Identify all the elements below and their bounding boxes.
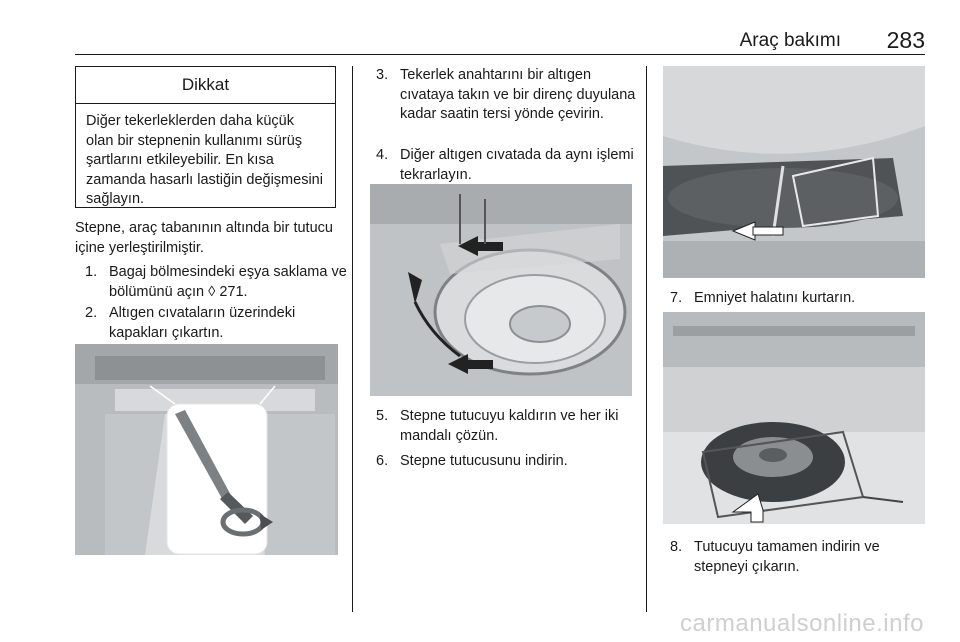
page-number: 283 [886, 27, 925, 53]
step-number: 8. [670, 539, 683, 555]
step-item [670, 289, 925, 309]
column-divider-right [646, 66, 647, 612]
step-number: 6. [376, 453, 389, 469]
step-number: 2. [85, 305, 98, 321]
step-number: 4. [376, 147, 389, 163]
step-text: Tekerlek anahtarını bir altıgen cıvataya takın ve bir direnç duyulana kadar saatin tersi yönde çevirin. [400, 67, 636, 122]
step-number: 1. [85, 264, 98, 280]
spare-removal-illustration [663, 312, 925, 524]
spare-holder-illustration [370, 184, 632, 396]
step-text: Stepne tutucuyu kaldırın ve her iki mandalı çözün. [400, 408, 619, 444]
step-item [376, 146, 636, 185]
figure-trunk-wrench [75, 344, 338, 555]
warning-title: Dikkat [76, 67, 335, 104]
step-item [376, 452, 636, 472]
step-number: 3. [376, 67, 389, 83]
step-text: Altıgen cıvataların üzerindeki kapakları çıkartın. [109, 305, 296, 341]
warning-body: Diğer tekerleklerden daha küçük olan bir stepnenin kullanımı sürüş şartlarını etkileyebilir. En kısa zamanda hasarlı lastiğin değişmesini sağlayın. [86, 113, 323, 207]
intro-paragraph: Stepne, araç tabanının altında bir tutucu içine yerleştirilmiştir. [75, 220, 333, 256]
step-text: Bagaj bölmesindeki eşya saklama ve bölümünü açın ◊ 271. [109, 264, 347, 300]
step-item [376, 407, 638, 446]
watermark: carmanualsonline.info [680, 610, 924, 637]
holder-lowering-illustration [663, 66, 925, 278]
step-item [376, 66, 636, 125]
figure-spare-removal [663, 312, 925, 524]
warning-box [75, 66, 336, 208]
page-header [75, 24, 925, 55]
figure-spare-holder [370, 184, 632, 396]
figure-holder-lowering [663, 66, 925, 278]
step-number: 5. [376, 408, 389, 424]
step-item [85, 263, 350, 302]
section-title: Araç bakımı [739, 30, 841, 51]
step-text: Tutucuyu tamamen indirin ve stepneyi çıkarın. [694, 539, 880, 575]
step-text: Stepne tutucusunu indirin. [400, 453, 568, 469]
trunk-wrench-illustration [75, 344, 338, 555]
step-item [670, 538, 925, 577]
step-item [85, 304, 345, 343]
step-text: Diğer altıgen cıvatada da aynı işlemi tekrarlayın. [400, 147, 634, 183]
step-number: 7. [670, 290, 683, 306]
step-text: Emniyet halatını kurtarın. [694, 290, 856, 306]
column-divider-left [352, 66, 353, 612]
